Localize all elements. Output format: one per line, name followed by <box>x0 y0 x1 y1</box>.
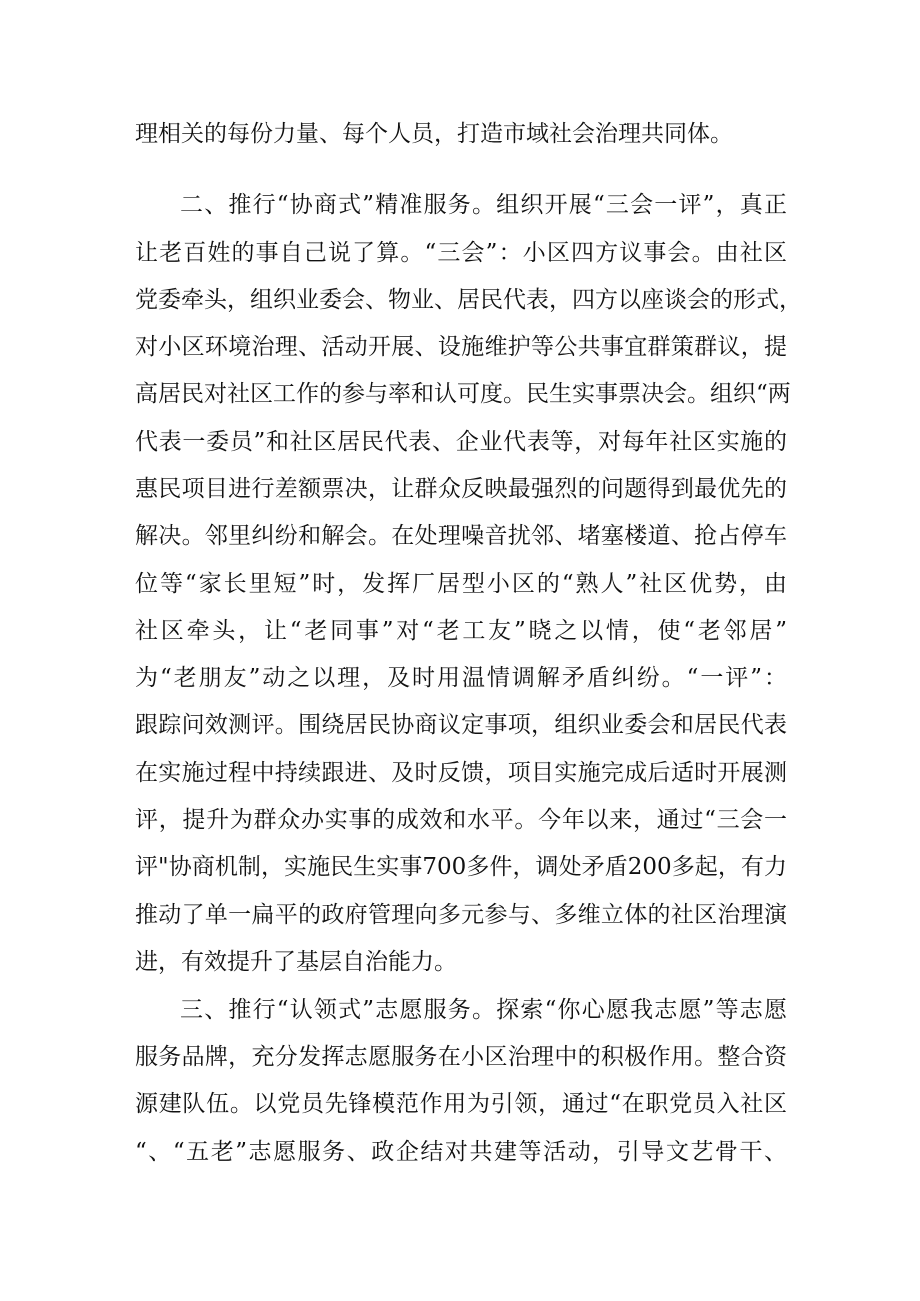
paragraph-line: 惠民项目进行差额票决，让群众反映最强烈的问题得到最优先的 <box>135 476 787 502</box>
paragraph-line: “、“五老”志愿服务、政企结对共建等活动，引导文艺骨干、 <box>135 1139 787 1165</box>
paragraph-line: 高居民对社区工作的参与率和认可度。民生实事票决会。组织“两 <box>135 381 791 407</box>
paragraph-line: 跟踪问效测评。围绕居民协商议定事项，组织业委会和居民代表 <box>135 712 787 738</box>
paragraph-line: 进，有效提升了基层自治能力。 <box>135 949 457 975</box>
paragraph-line: 源建队伍。以党员先锋模范作用为引领，通过“在职党员入社区 <box>135 1091 787 1117</box>
paragraph-line: 二、推行“协商式”精准服务。组织开展“三会一评”，真正 <box>180 192 787 218</box>
paragraph-line: 社区牵头，让“老同事”对“老工友”晓之以情，使“老邻居” <box>135 618 787 644</box>
paragraph-line: 让老百姓的事自己说了算。“三会”：小区四方议事会。由社区 <box>135 240 787 266</box>
paragraph-line: 对小区环境治理、活动开展、设施维护等公共事宜群策群议，提 <box>135 334 787 360</box>
paragraph-line: 党委牵头，组织业委会、物业、居民代表，四方以座谈会的形式， <box>135 287 802 313</box>
paragraph-line: 推动了单一扁平的政府管理向多元参与、多维立体的社区治理演 <box>135 902 787 928</box>
paragraph-line: 位等“家长里短”时，发挥厂居型小区的“熟人”社区优势，由 <box>135 571 787 597</box>
paragraph-line: 理相关的每份力量、每个人员，打造市域社会治理共同体。 <box>135 121 733 147</box>
paragraph-line: 服务品牌，充分发挥志愿服务在小区治理中的积极作用。整合资 <box>135 1044 787 1070</box>
paragraph-line: 评"协商机制，实施民生实事700多件，调处矛盾200多起，有力 <box>135 854 787 880</box>
paragraph-line: 代表一委员”和社区居民代表、企业代表等，对每年社区实施的 <box>135 429 787 455</box>
paragraph-line: 评，提升为群众办实事的成效和水平。今年以来，通过“三会一 <box>135 807 787 833</box>
paragraph-line: 三、推行“认领式”志愿服务。探索“你心愿我志愿”等志愿 <box>180 997 787 1023</box>
paragraph-line: 为“老朋友”动之以理，及时用温情调解矛盾纠纷。“一评”： <box>135 665 787 691</box>
paragraph-line: 在实施过程中持续跟进、及时反馈，项目实施完成后适时开展测 <box>135 760 787 786</box>
paragraph-line: 解决。邻里纠纷和解会。在处理噪音扰邻、堵塞楼道、抢占停车 <box>135 523 787 549</box>
